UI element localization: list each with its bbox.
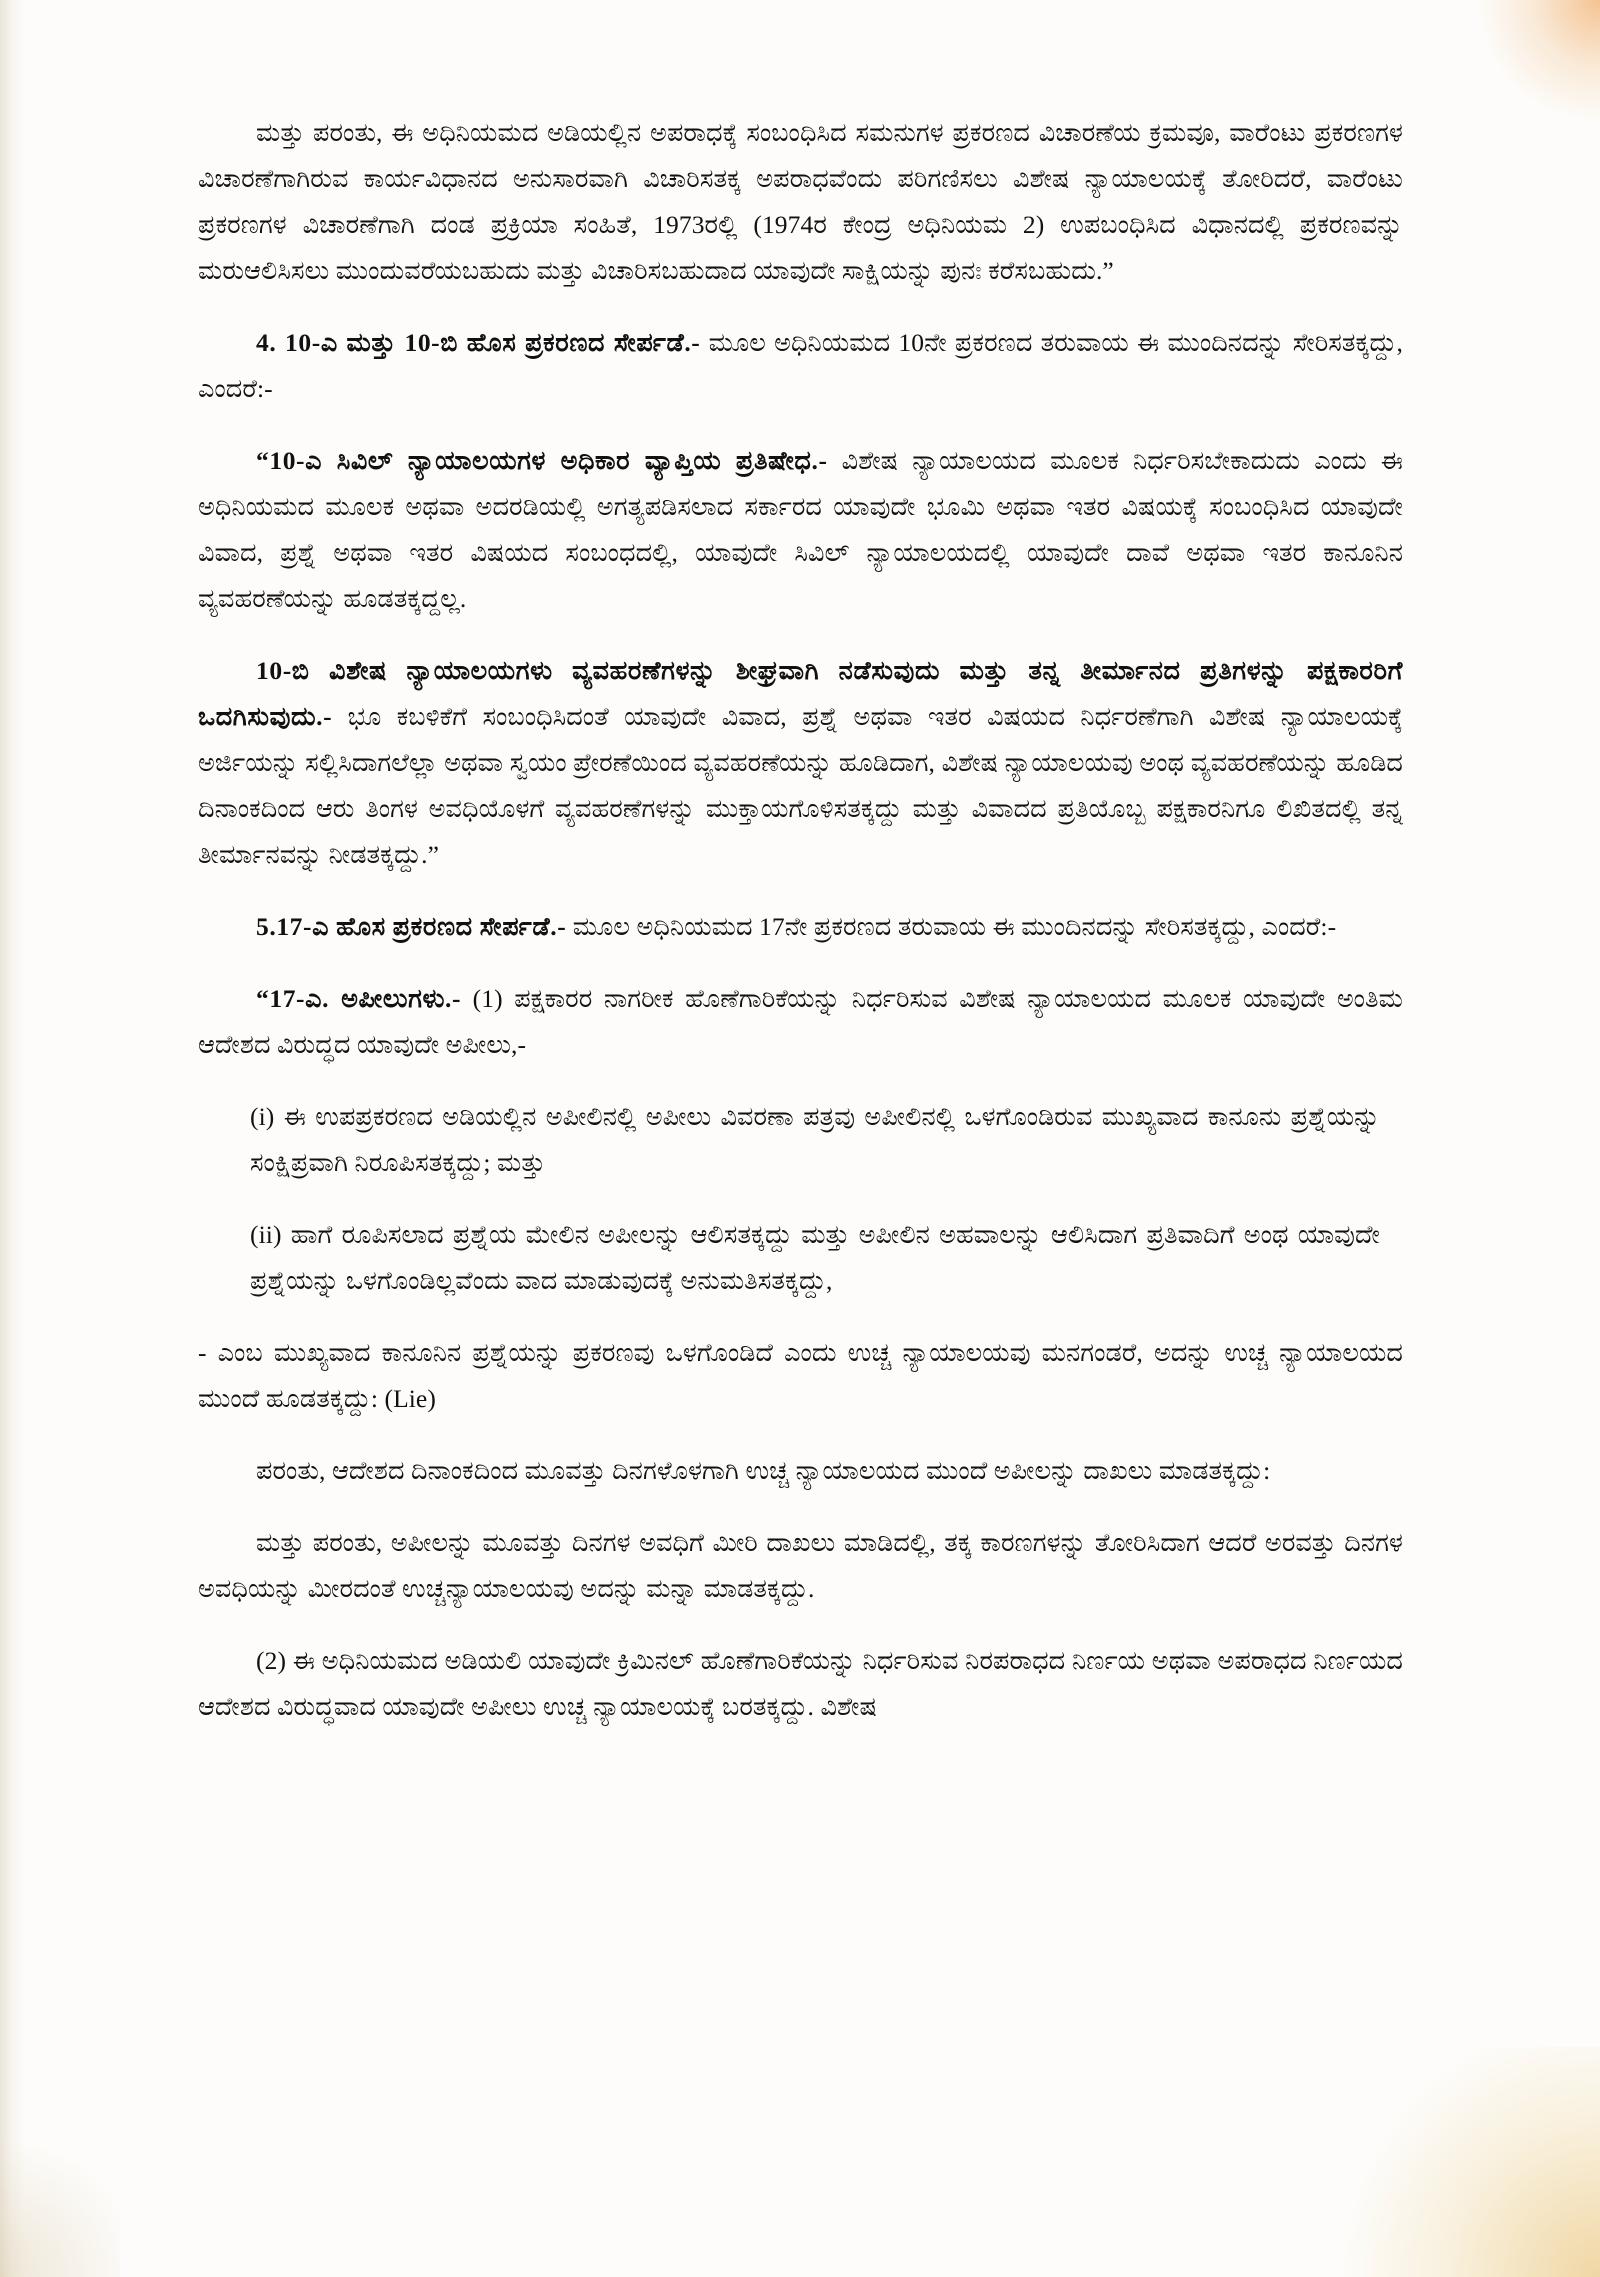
scan-edge-left: [0, 0, 26, 2277]
paragraph-section-10a: [198, 438, 1403, 622]
section-5-heading: 5.17-ಎ ಹೊಸ ಪ್ರಕರಣದ ಸೇರ್ಪಡೆ.-: [256, 912, 567, 941]
paragraph-text: (ii) ಹಾಗೆ ರೂಪಿಸಲಾದ ಪ್ರಶ್ನೆಯ ಮೇಲಿನ ಅಪೀಲನ್ನು ಆಲಿಸತಕ್ಕದ್ದು ಮತ್ತು ಅಪೀಲಿನ ಅಹವಾಲನ್ನು ಆಲಿಸಿದಾಗ ಪ್ರತಿವಾದಿಗೆ ಅಂಥ ಯಾವುದೇ ಪ್ರಶ್ನೆಯನ್ನು ಒಳಗೊಂಡಿಲ್ಲವೆಂದು ವಾದ ಮಾಡುವುದಕ್ಕೆ ಅನುಮತಿಸತಕ್ಕದ್ದು,: [250, 1220, 1380, 1295]
section-10b-text: ಭೂ ಕಬಳಿಕೆಗೆ ಸಂಬಂಧಿಸಿದಂತೆ ಯಾವುದೇ ವಿವಾದ, ಪ್ರಶ್ನೆ ಅಥವಾ ಇತರ ವಿಷಯದ ನಿರ್ಧರಣೆಗಾಗಿ ವಿಶೇಷ ನ್ಯಾಯಾಲಯಕ್ಕೆ ಅರ್ಜಿಯನ್ನು ಸಲ್ಲಿಸಿದಾಗಲೆಲ್ಲಾ ಅಥವಾ ಸ್ವಯಂ ಪ್ರೇರಣೆಯಿಂದ ವ್ಯವಹರಣೆಯನ್ನು ಹೂಡಿದಾಗ, ವಿಶೇಷ ನ್ಯಾಯಾಲಯವು ಅಂಥ ವ್ಯವಹರಣೆಯನ್ನು ಹೂಡಿದ ದಿನಾಂಕದಿಂದ ಆರು ತಿಂಗಳ ಅವಧಿಯೊಳಗೆ ವ್ಯವಹರಣೆಗಳನ್ನು ಮುಕ್ತಾಯಗೊಳಿಸತಕ್ಕದ್ದು ಮತ್ತು ವಿವಾದದ ಪ್ರತಿಯೊಬ್ಬ ಪಕ್ಷಕಾರನಿಗೂ ಲಿಖಿತದಲ್ಲಿ ತನ್ನ ತೀರ್ಮಾನವನ್ನು ನೀಡತಕ್ಕದ್ದು.”: [198, 702, 1403, 869]
scan-artifact-bottom-right: [1340, 2047, 1600, 2277]
paragraph-proviso-thirty-days: [198, 1448, 1403, 1494]
section-4-text: ಮೂಲ ಅಧಿನಿಯಮದ 10ನೇ ಪ್ರಕರಣದ ತರುವಾಯ ಈ ಮುಂದಿನದನ್ನು ಸೇರಿಸತಕ್ಕದ್ದು, ಎಂದರೆ:-: [198, 328, 1403, 403]
paragraph-section-4: [198, 320, 1403, 412]
section-10a-heading: “10-ಎ ಸಿವಿಲ್ ನ್ಯಾಯಾಲಯಗಳ ಅಧಿಕಾರ ವ್ಯಾಪ್ತಿಯ ಪ್ರತಿಷೇಧ.-: [256, 446, 828, 475]
paragraph-17a-clause-i: [250, 1094, 1380, 1186]
paragraph-text: (i) ಈ ಉಪಪ್ರಕರಣದ ಅಡಿಯಲ್ಲಿನ ಅಪೀಲಿನಲ್ಲಿ ಅಪೀಲು ವಿವರಣಾ ಪತ್ರವು ಅಪೀಲಿನಲ್ಲಿ ಒಳಗೊಂಡಿರುವ ಮುಖ್ಯವಾದ ಕಾನೂನು ಪ್ರಶ್ನೆಯನ್ನು ಸಂಕ್ಷಿಪ್ರವಾಗಿ ನಿರೂಪಿಸತಕ್ಕದ್ದು; ಮತ್ತು: [250, 1102, 1380, 1177]
paragraph-text: ಮತ್ತು ಪರಂತು, ಅಪೀಲನ್ನು ಮೂವತ್ತು ದಿನಗಳ ಅವಧಿಗೆ ಮೀರಿ ದಾಖಲು ಮಾಡಿದಲ್ಲಿ, ತಕ್ಕ ಕಾರಣಗಳನ್ನು ತೋರಿಸಿದಾಗ ಆದರೆ ಅರವತ್ತು ದಿನಗಳ ಅವಧಿಯನ್ನು ಮೀರದಂತೆ ಉಚ್ಚನ್ಯಾಯಾಲಯವು ಅದನ್ನು ಮನ್ನಾ ಮಾಡತಕ್ಕದ್ದು.: [198, 1528, 1403, 1603]
paragraph-section-5: [198, 904, 1403, 950]
section-17a-heading: “17-ಎ. ಅಪೀಲುಗಳು.-: [256, 984, 462, 1013]
section-5-text: ಮೂಲ ಅಧಿನಿಯಮದ 17ನೇ ಪ್ರಕರಣದ ತರುವಾಯ ಈ ಮುಂದಿನದನ್ನು ಸೇರಿಸತಕ್ಕದ್ದು, ಎಂದರೆ:-: [566, 912, 1337, 941]
scan-artifact-bottom-left: [0, 2117, 120, 2277]
scan-artifact-top-right: [1480, 0, 1600, 120]
paragraph-section-10b: [198, 648, 1403, 878]
section-4-heading: 4. 10-ಎ ಮತ್ತು 10-ಬಿ ಹೊಸ ಪ್ರಕರಣದ ಸೇರ್ಪಡೆ.-: [256, 328, 701, 357]
section-10b-heading: 10-ಬಿ ವಿಶೇಷ ನ್ಯಾಯಾಲಯಗಳು ವ್ಯವಹರಣೆಗಳನ್ನು ಶೀಘ್ರವಾಗಿ ನಡೆಸುವುದು ಮತ್ತು ತನ್ನ ತೀರ್ಮಾನದ ಪ್ರತಿಗಳನ್ನು ಪಕ್ಷಕಾರರಿಗೆ ಒದಗಿಸುವುದು.-: [198, 656, 1403, 731]
paragraph-17a-subsection-2: [198, 1638, 1403, 1730]
paragraph-text: (2) ಈ ಅಧಿನಿಯಮದ ಅಡಿಯಲಿ ಯಾವುದೇ ಕ್ರಿಮಿನಲ್ ಹೊಣೆಗಾರಿಕೆಯನ್ನು ನಿರ್ಧರಿಸುವ ನಿರಪರಾಧದ ನಿರ್ಣಯ ಅಥವಾ ಅಪರಾಧದ ನಿರ್ಣಯದ ಆದೇಶದ ವಿರುದ್ಧವಾದ ಯಾವುದೇ ಅಪೀಲು ಉಚ್ಚ ನ್ಯಾಯಾಲಯಕ್ಕೆ ಬರತಕ್ಕದ್ದು. ವಿಶೇಷ: [198, 1646, 1403, 1721]
paragraph-dash-clause: [198, 1330, 1403, 1422]
paragraph-text: - ಎಂಬ ಮುಖ್ಯವಾದ ಕಾನೂನಿನ ಪ್ರಶ್ನೆಯನ್ನು ಪ್ರಕರಣವು ಒಳಗೊಂಡಿದೆ ಎಂದು ಉಚ್ಚ ನ್ಯಾಯಾಲಯವು ಮನಗಂಡರೆ, ಅದನ್ನು ಉಚ್ಚ ನ್ಯಾಯಾಲಯದ ಮುಂದೆ ಹೂಡತಕ್ಕದ್ದು: (Lie): [198, 1338, 1403, 1413]
paragraph-17a-clause-ii: [250, 1212, 1380, 1304]
section-17a-text: (1) ಪಕ್ಷಕಾರರ ನಾಗರೀಕ ಹೊಣೆಗಾರಿಕೆಯನ್ನು ನಿರ್ಧರಿಸುವ ವಿಶೇಷ ನ್ಯಾಯಾಲಯದ ಮೂಲಕ ಯಾವುದೇ ಅಂತಿಮ ಆದೇಶದ ವಿರುದ್ಧದ ಯಾವುದೇ ಅಪೀಲು,-: [198, 984, 1403, 1059]
section-10a-text: ವಿಶೇಷ ನ್ಯಾಯಾಲಯದ ಮೂಲಕ ನಿರ್ಧರಿಸಬೇಕಾದುದು ಎಂದು ಈ ಅಧಿನಿಯಮದ ಮೂಲಕ ಅಥವಾ ಅದರಡಿಯಲ್ಲಿ ಅಗತ್ಯಪಡಿಸಲಾದ ಸರ್ಕಾರದ ಯಾವುದೇ ಭೂಮಿ ಅಥವಾ ಇತರ ವಿಷಯಕ್ಕೆ ಸಂಬಂಧಿಸಿದ ಯಾವುದೇ ವಿವಾದ, ಪ್ರಶ್ನೆ ಅಥವಾ ಇತರ ವಿಷಯದ ಸಂಬಂಧದಲ್ಲಿ, ಯಾವುದೇ ಸಿವಿಲ್ ನ್ಯಾಯಾಲಯದಲ್ಲಿ ಯಾವುದೇ ದಾವೆ ಅಥವಾ ಇತರ ಕಾನೂನಿನ ವ್ಯವಹರಣೆಯನ್ನು ಹೂಡತಕ್ಕದ್ದಲ್ಲ.: [198, 446, 1403, 613]
paragraph-section-17a: [198, 976, 1403, 1068]
paragraph-text: ಪರಂತು, ಆದೇಶದ ದಿನಾಂಕದಿಂದ ಮೂವತ್ತು ದಿನಗಳೊಳಗಾಗಿ ಉಚ್ಚ ನ್ಯಾಯಾಲಯದ ಮುಂದೆ ಅಪೀಲನ್ನು ದಾಖಲು ಮಾಡತಕ್ಕದ್ದು:: [256, 1456, 1271, 1485]
document-body: [198, 110, 1403, 1756]
paragraph-proviso-delay: [198, 1520, 1403, 1612]
paragraph-proviso-1: [198, 110, 1403, 294]
paragraph-text: ಮತ್ತು ಪರಂತು, ಈ ಅಧಿನಿಯಮದ ಅಡಿಯಲ್ಲಿನ ಅಪರಾಧಕ್ಕೆ ಸಂಬಂಧಿಸಿದ ಸಮನುಗಳ ಪ್ರಕರಣದ ವಿಚಾರಣೆಯ ಕ್ರಮವೂ, ವಾರೆಂಟು ಪ್ರಕರಣಗಳ ವಿಚಾರಣೆಗಾಗಿರುವ ಕಾರ್ಯವಿಧಾನದ ಅನುಸಾರವಾಗಿ ವಿಚಾರಿಸತಕ್ಕ ಅಪರಾಧವೆಂದು ಪರಿಗಣಿಸಲು ವಿಶೇಷ ನ್ಯಾಯಾಲಯಕ್ಕೆ ತೋರಿದರೆ, ವಾರೆಂಟು ಪ್ರಕರಣಗಳ ವಿಚಾರಣೆಗಾಗಿ ದಂಡ ಪ್ರಕ್ರಿಯಾ ಸಂಹಿತೆ, 1973ರಲ್ಲಿ (1974ರ ಕೇಂದ್ರ ಅಧಿನಿಯಮ 2) ಉಪಬಂಧಿಸಿದ ವಿಧಾನದಲ್ಲಿ ಪ್ರಕರಣವನ್ನು ಮರುಆಲಿಸಿಸಲು ಮುಂದುವರೆಯಬಹುದು ಮತ್ತು ವಿಚಾರಿಸಬಹುದಾದ ಯಾವುದೇ ಸಾಕ್ಷಿಯನ್ನು ಪುನಃ ಕರೆಸಬಹುದು.”: [198, 118, 1403, 285]
